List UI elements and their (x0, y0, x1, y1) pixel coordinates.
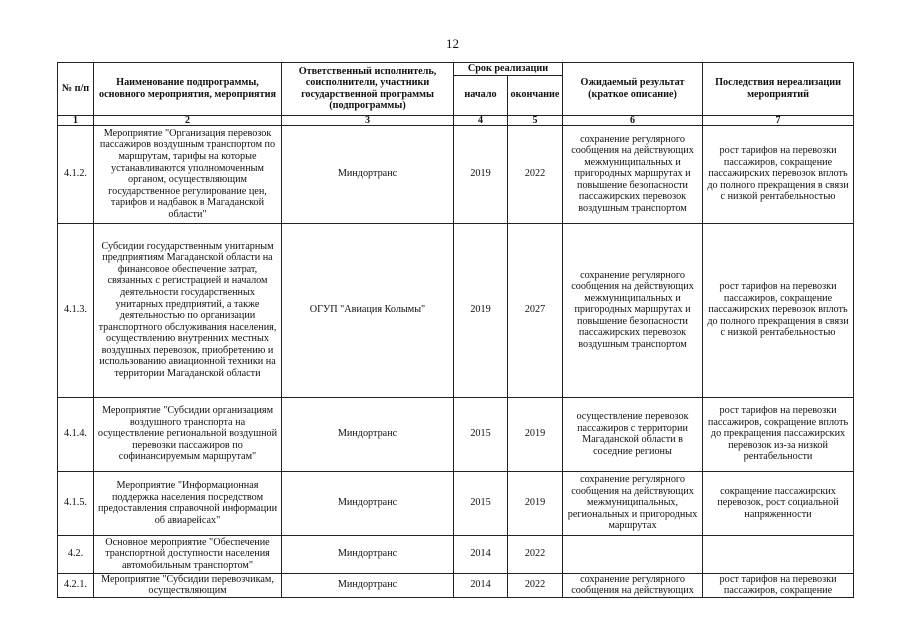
header-start: начало (454, 75, 508, 115)
row-start: 2014 (454, 573, 508, 597)
table-row (58, 471, 854, 535)
row-end: 2019 (508, 397, 563, 471)
row-num: 4.2.1. (58, 573, 94, 597)
column-number: 6 (563, 115, 703, 125)
row-expected: сохранение регулярного сообщения на действующих (563, 573, 703, 597)
column-number: 4 (454, 115, 508, 125)
row-responsible: Миндортранс (282, 535, 454, 573)
column-number: 1 (58, 115, 94, 125)
column-number: 5 (508, 115, 563, 125)
row-expected: сохранение регулярного сообщения на действующих межмуниципальных, региональных и пригородных маршрутах (563, 471, 703, 535)
header-expected: Ожидаемый результат (краткое описание) (563, 63, 703, 116)
row-responsible: Миндортранс (282, 471, 454, 535)
program-table (57, 62, 854, 598)
header-num: № п/п (58, 63, 94, 116)
row-num: 4.1.5. (58, 471, 94, 535)
row-end: 2022 (508, 573, 563, 597)
column-number: 2 (94, 115, 282, 125)
column-number: 3 (282, 115, 454, 125)
row-name: Основное мероприятие "Обеспечение транспортной доступности населения автомобильным транспортом" (94, 535, 282, 573)
row-expected: осуществление перевозок пассажиров с территории Магаданской области в соседние регионы (563, 397, 703, 471)
row-responsible: Миндортранс (282, 573, 454, 597)
row-start: 2014 (454, 535, 508, 573)
header-end: окончание (508, 75, 563, 115)
table-row (58, 397, 854, 471)
row-name: Мероприятие "Организация перевозок пассажиров воздушным транспортом по маршрутам, тарифы на которые устанавливаются уполномоченным органом, осуществляющим государственное регулирование цен, тарифов и надбавок в Магаданской области" (94, 125, 282, 223)
row-name: Мероприятие "Субсидии организациям воздушного транспорта на осуществление региональной воздушной перевозки пассажиров по софинансируемым маршрутам" (94, 397, 282, 471)
row-num: 4.1.2. (58, 125, 94, 223)
row-num: 4.1.4. (58, 397, 94, 471)
row-start: 2015 (454, 397, 508, 471)
column-number-row (58, 115, 854, 125)
row-start: 2015 (454, 471, 508, 535)
row-end: 2022 (508, 535, 563, 573)
page-number: 12 (446, 36, 459, 51)
row-expected (563, 535, 703, 573)
row-start: 2019 (454, 223, 508, 397)
table-row (58, 223, 854, 397)
header-name: Наименование подпрограммы, основного мероприятия, мероприятия (94, 63, 282, 116)
row-expected: сохранение регулярного сообщения на действующих межмуниципальных и пригородных маршрутах и повышение безопасности пассажирских перевозок воздушным транспортом (563, 125, 703, 223)
table-row (58, 535, 854, 573)
row-consequences: рост тарифов на перевозки пассажиров, сокращение пассажирских перевозок вплоть до полного прекращения в связи с низкой рентабельностью (703, 223, 854, 397)
row-responsible: ОГУП "Авиация Колымы" (282, 223, 454, 397)
row-start: 2019 (454, 125, 508, 223)
table-row (58, 125, 854, 223)
row-end: 2022 (508, 125, 563, 223)
table-row (58, 573, 854, 597)
row-num: 4.2. (58, 535, 94, 573)
header-responsible: Ответственный исполнитель, соисполнители, участники государственной программы (подпрограммы) (282, 63, 454, 116)
row-name: Мероприятие "Информационная поддержка населения посредством предоставления справочной информации об авиарейсах" (94, 471, 282, 535)
row-num: 4.1.3. (58, 223, 94, 397)
header-period: Срок реализации (454, 63, 563, 76)
row-expected: сохранение регулярного сообщения на действующих межмуниципальных и пригородных маршрутах и повышение безопасности пассажирских перевозок воздушным транспортом (563, 223, 703, 397)
row-consequences: рост тарифов на перевозки пассажиров, сокращение (703, 573, 854, 597)
row-end: 2019 (508, 471, 563, 535)
row-consequences: рост тарифов на перевозки пассажиров, сокращение пассажирских перевозок вплоть до полного прекращения в связи с низкой рентабельностью (703, 125, 854, 223)
row-end: 2027 (508, 223, 563, 397)
header-consequences: Последствия нереализации мероприятий (703, 63, 854, 116)
row-name: Мероприятие "Субсидии перевозчикам, осуществляющим (94, 573, 282, 597)
row-consequences (703, 535, 854, 573)
row-consequences: сокращение пассажирских перевозок, рост социальной напряженности (703, 471, 854, 535)
row-responsible: Миндортранс (282, 397, 454, 471)
column-number: 7 (703, 115, 854, 125)
row-responsible: Миндортранс (282, 125, 454, 223)
row-consequences: рост тарифов на перевозки пассажиров, сокращение вплоть до прекращения пассажирских перевозок из-за низкой рентабельности (703, 397, 854, 471)
row-name: Субсидии государственным унитарным предприятиям Магаданской области на финансовое обеспечение затрат, связанных с регистрацией и началом деятельности государственных унитарных предприятий, а также деятельностью по организации транспортного обслуживания населения, осуществлению внутренних местных воздушных перевозок, приобретению и использованию авиационной техники на территории Магаданской области (94, 223, 282, 397)
